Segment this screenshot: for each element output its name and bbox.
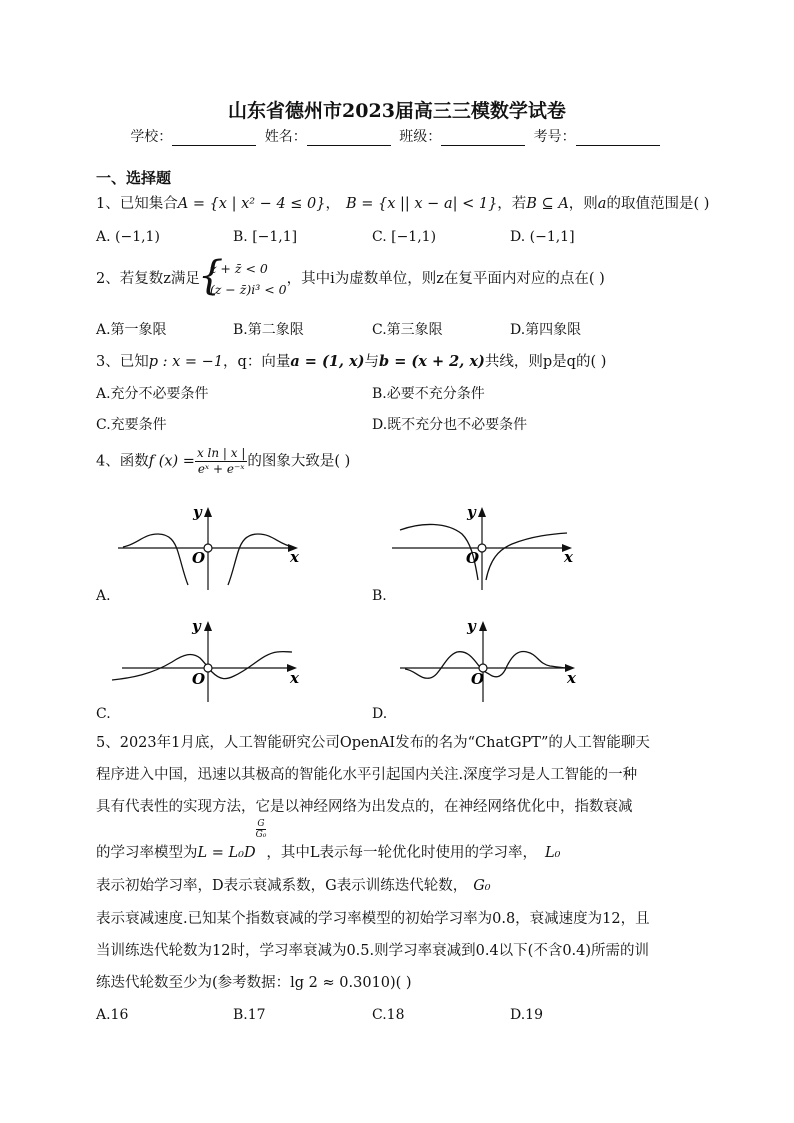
graph-b-curve-right — [486, 533, 567, 580]
q5-option-c[interactable]: C.18 — [372, 1007, 405, 1023]
school-field[interactable] — [172, 131, 256, 146]
q3-text-b: ，q：向量 — [223, 354, 291, 370]
q5-formula: L = L₀D — [197, 845, 256, 861]
name-label: 姓名： — [264, 129, 307, 145]
q3-text-c: 与 — [364, 354, 380, 370]
q2-option-b[interactable]: B.第二象限 — [233, 322, 304, 338]
question-5-line-5 — [96, 871, 491, 901]
q4-fraction — [195, 446, 247, 477]
question-5-line-4 — [96, 819, 561, 868]
q3-vec-a: a = (1, x) — [290, 353, 365, 370]
q5-exp-den: G₀ — [255, 830, 267, 840]
q5-l0: L₀ — [545, 845, 561, 861]
question-5-line-8: 练迭代轮数至少为(参考数据：lg 2 ≈ 0.3010)( ) — [96, 975, 412, 991]
graph-d-y-arrow — [479, 621, 487, 631]
question-3-stem — [96, 350, 606, 371]
graph-b-y-arrow — [478, 507, 486, 517]
q1-text-c: ，则 — [568, 196, 598, 212]
question-5-line-2: 程序进入中国，迅速以其极高的智能化水平引起国内关注.深度学习是人工智能的一种 — [96, 767, 638, 783]
q4-fx: f (x) = — [148, 453, 195, 470]
question-1-stem — [96, 192, 709, 213]
graph-a-origin: O — [192, 549, 206, 567]
graph-a-y-label: y — [193, 503, 202, 521]
q5-g0: G₀ — [473, 878, 491, 894]
q1-set-b: B = {x || x − a| < 1} — [345, 196, 498, 212]
school-label: 学校： — [130, 129, 173, 145]
graph-a-curve-left — [123, 534, 188, 585]
q5-text-4a: 的学习率模型为 — [96, 845, 198, 861]
q5-option-d[interactable]: D.19 — [510, 1007, 543, 1023]
class-label: 班级： — [399, 129, 442, 145]
q5-text-5: 表示初始学习率，D表示衰减系数，G表示训练迭代轮数， — [96, 878, 468, 894]
q5-option-b[interactable]: B.17 — [233, 1007, 266, 1023]
class-field[interactable] — [441, 131, 525, 146]
section-heading: 一、选择题 — [96, 169, 172, 187]
graph-c-y-arrow — [204, 621, 212, 631]
graph-a-curve-right — [228, 534, 293, 585]
q1-sep: ， — [325, 196, 340, 212]
q1-option-c[interactable]: C. [−1,1) — [372, 229, 437, 245]
q4-option-b[interactable]: B. — [372, 588, 387, 604]
graph-b-hole — [478, 544, 486, 552]
q1-condition: B ⊆ A — [526, 196, 569, 212]
graph-a-x-label: x — [290, 548, 299, 566]
q5-exponent — [256, 819, 267, 840]
graph-c[interactable] — [112, 614, 307, 704]
q4-option-a[interactable]: A. — [96, 588, 111, 604]
graph-a-hole — [204, 544, 212, 552]
q2-option-d[interactable]: D.第四象限 — [510, 322, 582, 338]
q1-text: 1、已知集合 — [96, 196, 178, 212]
graph-c-hole — [204, 664, 212, 672]
q1-option-d[interactable]: D. (−1,1] — [510, 229, 575, 245]
q3-option-a[interactable]: A.充分不必要条件 — [96, 386, 209, 402]
q2-line-1: z + z̄ < 0 — [209, 261, 268, 276]
q4-text-b: 的图象大致是( ) — [247, 453, 351, 470]
graph-d-origin: O — [471, 670, 485, 688]
q2-text: 2、若复数z满足 — [96, 271, 200, 287]
q1-var: a — [597, 196, 607, 212]
q3-p: p : x = −1 — [148, 354, 224, 370]
graph-b-origin: O — [466, 549, 480, 567]
q3-option-d[interactable]: D.既不充分也不必要条件 — [372, 417, 528, 433]
name-field[interactable] — [307, 131, 391, 146]
q4-denominator: eˣ + e⁻ˣ — [197, 462, 245, 476]
q2-system — [200, 258, 287, 300]
q2-text-b: ，其中i为虚数单位，则z在复平面内对应的点在( ) — [286, 271, 605, 287]
number-field[interactable] — [576, 131, 660, 146]
q1-option-a[interactable]: A. (−1,1) — [96, 229, 160, 245]
page-title: 山东省德州市2023届高三三模数学试卷 — [228, 100, 566, 122]
graph-b[interactable] — [392, 500, 582, 590]
graph-b-y-label: y — [467, 503, 476, 521]
q3-vec-b: b = (x + 2, x) — [379, 353, 485, 370]
graph-b-x-label: x — [564, 548, 573, 566]
graph-a[interactable] — [118, 500, 308, 590]
q1-text-b: ，若 — [497, 196, 527, 212]
graph-c-x-label: x — [290, 669, 299, 687]
q2-option-c[interactable]: C.第三象限 — [372, 322, 443, 338]
q3-option-b[interactable]: B.必要不充分条件 — [372, 386, 485, 402]
question-5-line-6: 表示衰减速度.已知某个指数衰减的学习率模型的初始学习率为0.8，衰减速度为12，且 — [96, 911, 650, 927]
q4-text: 4、函数 — [96, 453, 149, 470]
q1-text-d: 的取值范围是( ) — [606, 196, 710, 212]
question-5-line-3: 具有代表性的实现方法，它是以神经网络为出发点的，在神经网络优化中，指数衰减 — [96, 799, 633, 815]
graph-d-y-label: y — [467, 617, 476, 635]
q2-line-2: (z − z̄)i³ < 0 — [209, 282, 287, 297]
graph-c-origin: O — [192, 670, 206, 688]
q3-text: 3、已知 — [96, 354, 149, 370]
question-4-stem — [96, 446, 350, 477]
q2-option-a[interactable]: A.第一象限 — [96, 322, 167, 338]
q5-exp-num: G — [257, 819, 265, 829]
q1-option-b[interactable]: B. [−1,1] — [233, 229, 298, 245]
q1-set-a: A = {x | x² − 4 ≤ 0} — [177, 196, 326, 212]
question-5-line-1: 5、2023年1月底，人工智能研究公司OpenAI发布的名为“ChatGPT”的人工智能聊天 — [96, 735, 650, 751]
q4-option-d[interactable]: D. — [372, 706, 388, 722]
question-5-line-7: 当训练迭代轮数为12时，学习率衰减为0.5.则学习率衰减到0.4以下(不含0.4)所需的训 — [96, 943, 650, 959]
q4-numerator: x ln | x | — [196, 446, 246, 460]
question-2-stem — [96, 258, 605, 300]
student-info-row — [0, 126, 794, 146]
graph-d[interactable] — [395, 614, 585, 704]
q3-option-c[interactable]: C.充要条件 — [96, 417, 167, 433]
graph-d-x-label: x — [567, 669, 576, 687]
q5-option-a[interactable]: A.16 — [96, 1007, 129, 1023]
number-label: 考号： — [533, 129, 576, 145]
q5-text-4b: ，其中L表示每一轮优化时使用的学习率， — [266, 845, 538, 861]
graph-c-y-label: y — [192, 617, 201, 635]
q4-option-c[interactable]: C. — [96, 706, 111, 722]
graph-a-y-arrow — [204, 507, 212, 517]
q3-text-d: 共线，则p是q的( ) — [484, 354, 607, 370]
graph-d-curve — [405, 652, 570, 679]
